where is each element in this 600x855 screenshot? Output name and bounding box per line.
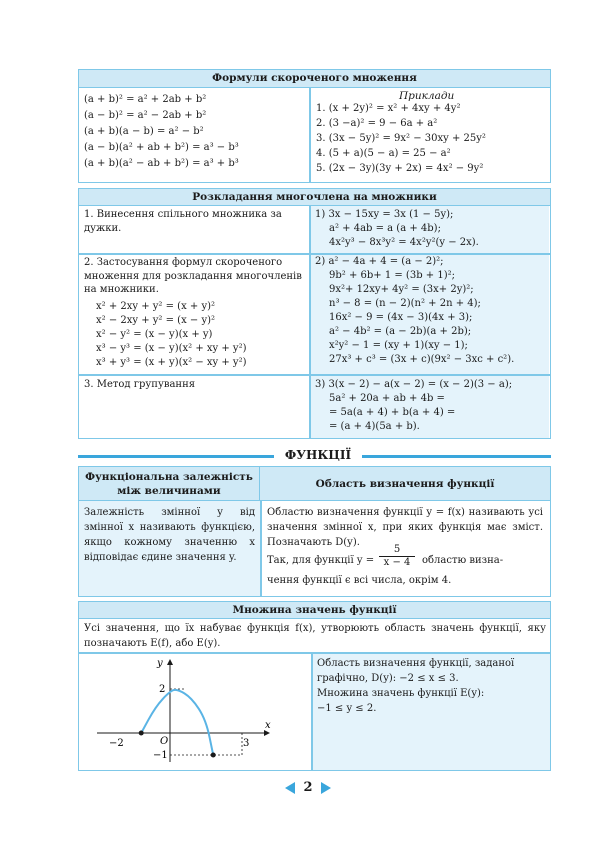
triangle-right-icon[interactable] (320, 782, 332, 794)
example-line: a² + 4ab = a (a + 4b); (329, 223, 441, 234)
y-axis-label: y (157, 658, 163, 669)
formula-line: x² − 2xy + y² = (x − y)² (96, 315, 216, 326)
function-curve (141, 690, 213, 755)
curve-end-point (211, 753, 216, 758)
curve-start-point (139, 731, 144, 736)
formulas-box (78, 69, 551, 183)
section-rule-left (78, 455, 274, 458)
formulas-title: Формули скороченого множення (79, 70, 550, 88)
function-dependence-text: Залежність змінної y від змінної x називають функцією, якщо кожному значенню x відповідає єдине значення y. (84, 507, 255, 563)
example-line: 2. (3 −a)² = 9 − 6a + a² (316, 118, 438, 129)
range-side-line: −1 ≤ y ≤ 2. (317, 703, 377, 714)
example-line: 16x² − 9 = (4x − 3)(4x + 3); (329, 312, 473, 323)
formula-line: x² + 2xy + y² = (x + y)² (96, 301, 216, 312)
example-line: = (a + 4)(5a + b). (329, 421, 420, 432)
example-line: 5a² + 20a + ab + 4b = (329, 393, 445, 404)
page-nav (284, 780, 334, 796)
range-side-line: Множина значень функції E(y): (317, 688, 485, 699)
method-short-formulas: 2. Застосування формул скороченого множення для розкладання многочленів на множники. (84, 257, 302, 295)
formula-line: x³ − y³ = (x − y)(x² + xy + y²) (96, 343, 247, 354)
example-line: 9x²+ 12xy+ 4y² = (3x+ 2y)²; (329, 284, 474, 295)
example-line: = 5a(a + 4) + b(a + 4) = (329, 407, 456, 418)
functions-box (78, 466, 551, 597)
function-dependence-title: Функціональна залежність між величинами (79, 467, 260, 501)
x-axis-label: x (265, 720, 271, 731)
tick-label-y-minus1: −1 (153, 750, 168, 761)
page-number: 2 (303, 780, 313, 795)
formula-line: (a + b)² = a² + 2ab + b² (84, 94, 207, 105)
range-definition: Усі значення, що їх набуває функція f(x), утворюють область значень функції, яку позначають E(f), або E(y). (84, 623, 546, 649)
example-line: 27x³ + c³ = (3x + c)(9x² − 3xc + c²). (329, 354, 515, 365)
range-box (78, 601, 551, 771)
example-line: 2) a² − 4a + 4 = (a − 2)²; (315, 256, 444, 267)
formula-line: (a − b)(a² + ab + b²) = a³ − b³ (84, 142, 239, 153)
example-line: 3) 3(x − 2) − a(x − 2) = (x − 2)(3 − a); (315, 379, 513, 390)
method-grouping: 3. Метод групування (84, 379, 196, 390)
section-title: ФУНКЦІЇ (284, 448, 352, 462)
example-line: 1) 3x − 15xy = 3x (1 − 5y); (315, 209, 454, 220)
examples-label: Приклади (399, 90, 455, 102)
origin-label: O (160, 736, 169, 747)
example-line: n³ − 8 = (n − 2)(n² + 2n + 4); (329, 298, 481, 309)
example-line: 4. (5 + a)(5 − a) = 25 − a² (316, 148, 451, 159)
range-title: Множина значень функції (79, 602, 550, 619)
formula-line: (a − b)² = a² − 2ab + b² (84, 110, 207, 121)
formula-line: (a + b)(a² − ab + b²) = a³ + b³ (84, 158, 239, 169)
formula-line: (a + b)(a − b) = a² − b² (84, 126, 204, 137)
method-common-factor: 1. Винесення спільного множника за дужки. (84, 209, 282, 234)
domain-title: Область визначення функції (260, 467, 550, 501)
domain-example-mid: областю визна- (422, 555, 504, 566)
section-rule-right (362, 455, 551, 458)
tick-label-x3: 3 (243, 738, 250, 749)
example-line: 5. (2x − 3y)(3y + 2x) = 4x² − 9y² (316, 163, 484, 174)
example-line: 3. (3x − 5y)² = 9x² − 30xy + 25y² (316, 133, 486, 144)
triangle-left-icon[interactable] (284, 782, 296, 794)
domain-example-start: Так, для функції y = (267, 555, 375, 566)
tick-label-y2: 2 (159, 684, 166, 695)
fraction-denominator: x − 4 (383, 557, 411, 568)
domain-text: Областю визначення функції y = f(x) називають усі значення змінної x, при яких функція має зміст. Позначають D(y). (267, 507, 543, 548)
fraction-numerator: 5 (379, 544, 415, 557)
example-line: 1. (x + 2y)² = x² + 4xy + 4y² (316, 103, 461, 114)
domain-example-end: чення функції є всі числа, окрім 4. (267, 575, 452, 586)
example-line: 4x²y³ − 8x³y² = 4x²y²(y − 2x). (329, 237, 479, 248)
tick-label-x-minus2: −2 (109, 738, 124, 749)
fraction (379, 544, 415, 569)
function-graph (89, 656, 305, 768)
formula-line: x² − y² = (x − y)(x + y) (96, 329, 213, 340)
factoring-box (78, 188, 551, 439)
example-line: 9b² + 6b+ 1 = (3b + 1)²; (329, 270, 455, 281)
example-line: x²y² − 1 = (xy + 1)(xy − 1); (329, 340, 468, 351)
range-side-line: графічно, D(y): −2 ≤ x ≤ 3. (317, 673, 459, 684)
range-side-line: Область визначення функції, заданої (317, 658, 515, 669)
factoring-title: Розкладання многочлена на множники (79, 189, 550, 206)
formula-line: x³ + y³ = (x + y)(x² − xy + y²) (96, 357, 247, 368)
example-line: a² − 4b² = (a − 2b)(a + 2b); (329, 326, 472, 337)
